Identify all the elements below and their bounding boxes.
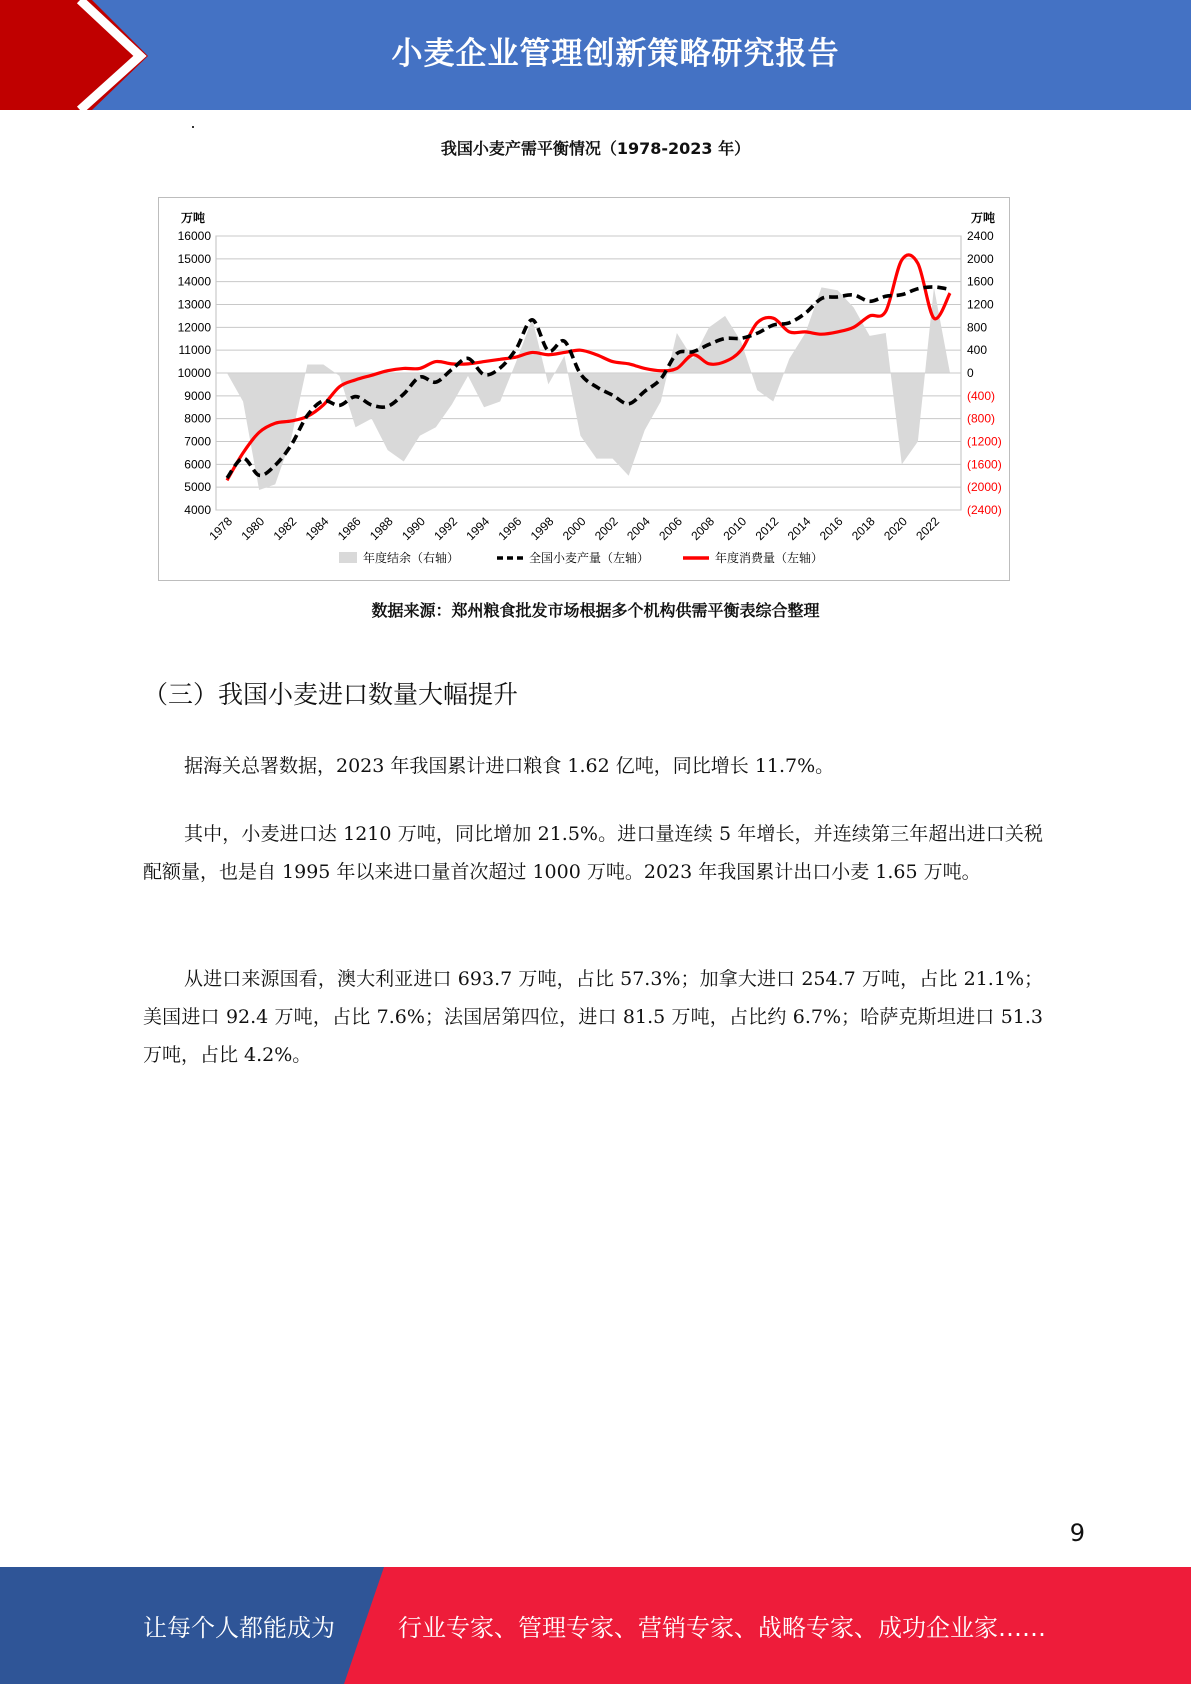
- right-tick-label: (1600): [967, 457, 1002, 472]
- x-tick-label: 1990: [399, 514, 428, 544]
- paragraph-1: 据海关总署数据，2023 年我国累计进口粮食 1.62 亿吨，同比增长 11.7%。: [184, 755, 835, 777]
- x-tick-label: 2002: [591, 514, 621, 544]
- legend-swatch-balance: [339, 552, 357, 563]
- x-tick-label: 1986: [334, 514, 364, 544]
- left-tick-label: 6000: [184, 457, 211, 472]
- right-tick-label: 800: [967, 320, 988, 335]
- x-tick-label: 2014: [784, 514, 814, 544]
- left-tick-label: 5000: [184, 480, 211, 495]
- x-tick-label: 1978: [206, 514, 236, 544]
- right-tick-label: (1200): [967, 434, 1002, 449]
- x-tick-label: 2012: [752, 514, 782, 544]
- right-tick-label: (800): [967, 411, 996, 426]
- left-tick-label: 11000: [178, 343, 211, 358]
- right-tick-label: 1600: [967, 274, 994, 289]
- right-tick-label: 2400: [967, 229, 994, 243]
- left-tick-label: 12000: [177, 320, 211, 335]
- paragraph-3: 从进口来源国看，澳大利亚进口 693.7 万吨，占比 57.3%；加拿大进口 254.7 万吨，占比 21.1%；美国进口 92.4 万吨，占比 7.6%；法国居第四位，进口 81.5 万吨，占比约 6.7%；哈萨克斯坦进口 51.3 万吨，占比 4.2%。: [143, 968, 1043, 1066]
- left-tick-label: 4000: [184, 503, 211, 517]
- right-tick-label: (2000): [967, 480, 1002, 495]
- x-tick-label: 2006: [656, 514, 685, 544]
- x-tick-label: 1988: [367, 514, 396, 544]
- right-tick-label: 1200: [967, 297, 994, 312]
- x-tick-label: 2022: [913, 514, 943, 544]
- header-banner: [0, 0, 1191, 110]
- left-tick-label: 8000: [184, 411, 211, 426]
- section-heading: （三）我国小麦进口数量大幅提升: [143, 680, 519, 709]
- data-source-caption: 数据来源：郑州粮食批发市场根据多个机构供需平衡表综合整理: [371, 601, 820, 620]
- footer-slogan-left: 让每个人都能成为: [143, 1614, 335, 1642]
- x-tick-label: 1998: [527, 514, 557, 544]
- x-tick-label: 2020: [881, 514, 910, 544]
- left-tick-label: 15000: [177, 251, 211, 266]
- x-tick-label: 1980: [238, 514, 268, 544]
- right-tick-label: 2000: [967, 251, 994, 266]
- chart-frame: [158, 197, 1010, 581]
- x-tick-label: 2010: [720, 514, 750, 544]
- legend-label-balance: 年度结余（右轴）: [363, 551, 460, 565]
- footer-banner: [0, 1567, 1191, 1684]
- report-title: 小麦企业管理创新策略研究报告: [391, 35, 840, 72]
- x-tick-label: 2016: [816, 514, 846, 544]
- left-tick-label: 14000: [177, 274, 211, 289]
- chart-title: 我国小麦产需平衡情况（1978-2023 年）: [440, 139, 751, 158]
- left-tick-label: 13000: [177, 297, 211, 312]
- left-axis-unit: 万吨: [181, 211, 206, 225]
- left-tick-label: 16000: [177, 229, 211, 243]
- footer-slogan-right: 行业专家、管理专家、营销专家、战略专家、成功企业家……: [398, 1614, 1046, 1642]
- x-tick-label: 1984: [302, 514, 332, 544]
- left-tick-label: 9000: [184, 388, 211, 403]
- legend-label-production: 全国小麦产量（左轴）: [529, 551, 650, 565]
- x-tick-label: 1996: [495, 514, 525, 544]
- page-number: 9: [1069, 1519, 1085, 1547]
- x-tick-label: 1992: [431, 514, 461, 544]
- left-tick-label: 10000: [177, 366, 211, 380]
- x-tick-label: 1994: [463, 514, 493, 544]
- x-tick-label: 2008: [688, 514, 718, 544]
- x-tick-label: 2004: [624, 514, 653, 544]
- paragraph-2: 其中，小麦进口达 1210 万吨，同比增加 21.5%。进口量连续 5 年增长，并连续第三年超出进口关税配额量，也是自 1995 年以来进口量首次超过 1000 万吨。2023 年我国累计出口小麦 1.65 万吨。: [143, 823, 1043, 883]
- supply-demand-chart: [159, 198, 1011, 582]
- right-tick-label: (2400): [967, 503, 1002, 517]
- left-tick-label: 7000: [184, 434, 211, 449]
- stray-dot: [192, 126, 194, 128]
- x-tick-label: 2000: [559, 514, 589, 544]
- right-tick-label: 400: [967, 343, 988, 358]
- legend-label-consumption: 年度消费量（左轴）: [715, 551, 824, 565]
- x-tick-label: 1982: [270, 514, 300, 544]
- right-tick-label: 0: [967, 366, 974, 380]
- right-axis-unit: 万吨: [971, 211, 996, 225]
- right-tick-label: (400): [967, 388, 996, 403]
- x-tick-label: 2018: [849, 514, 878, 544]
